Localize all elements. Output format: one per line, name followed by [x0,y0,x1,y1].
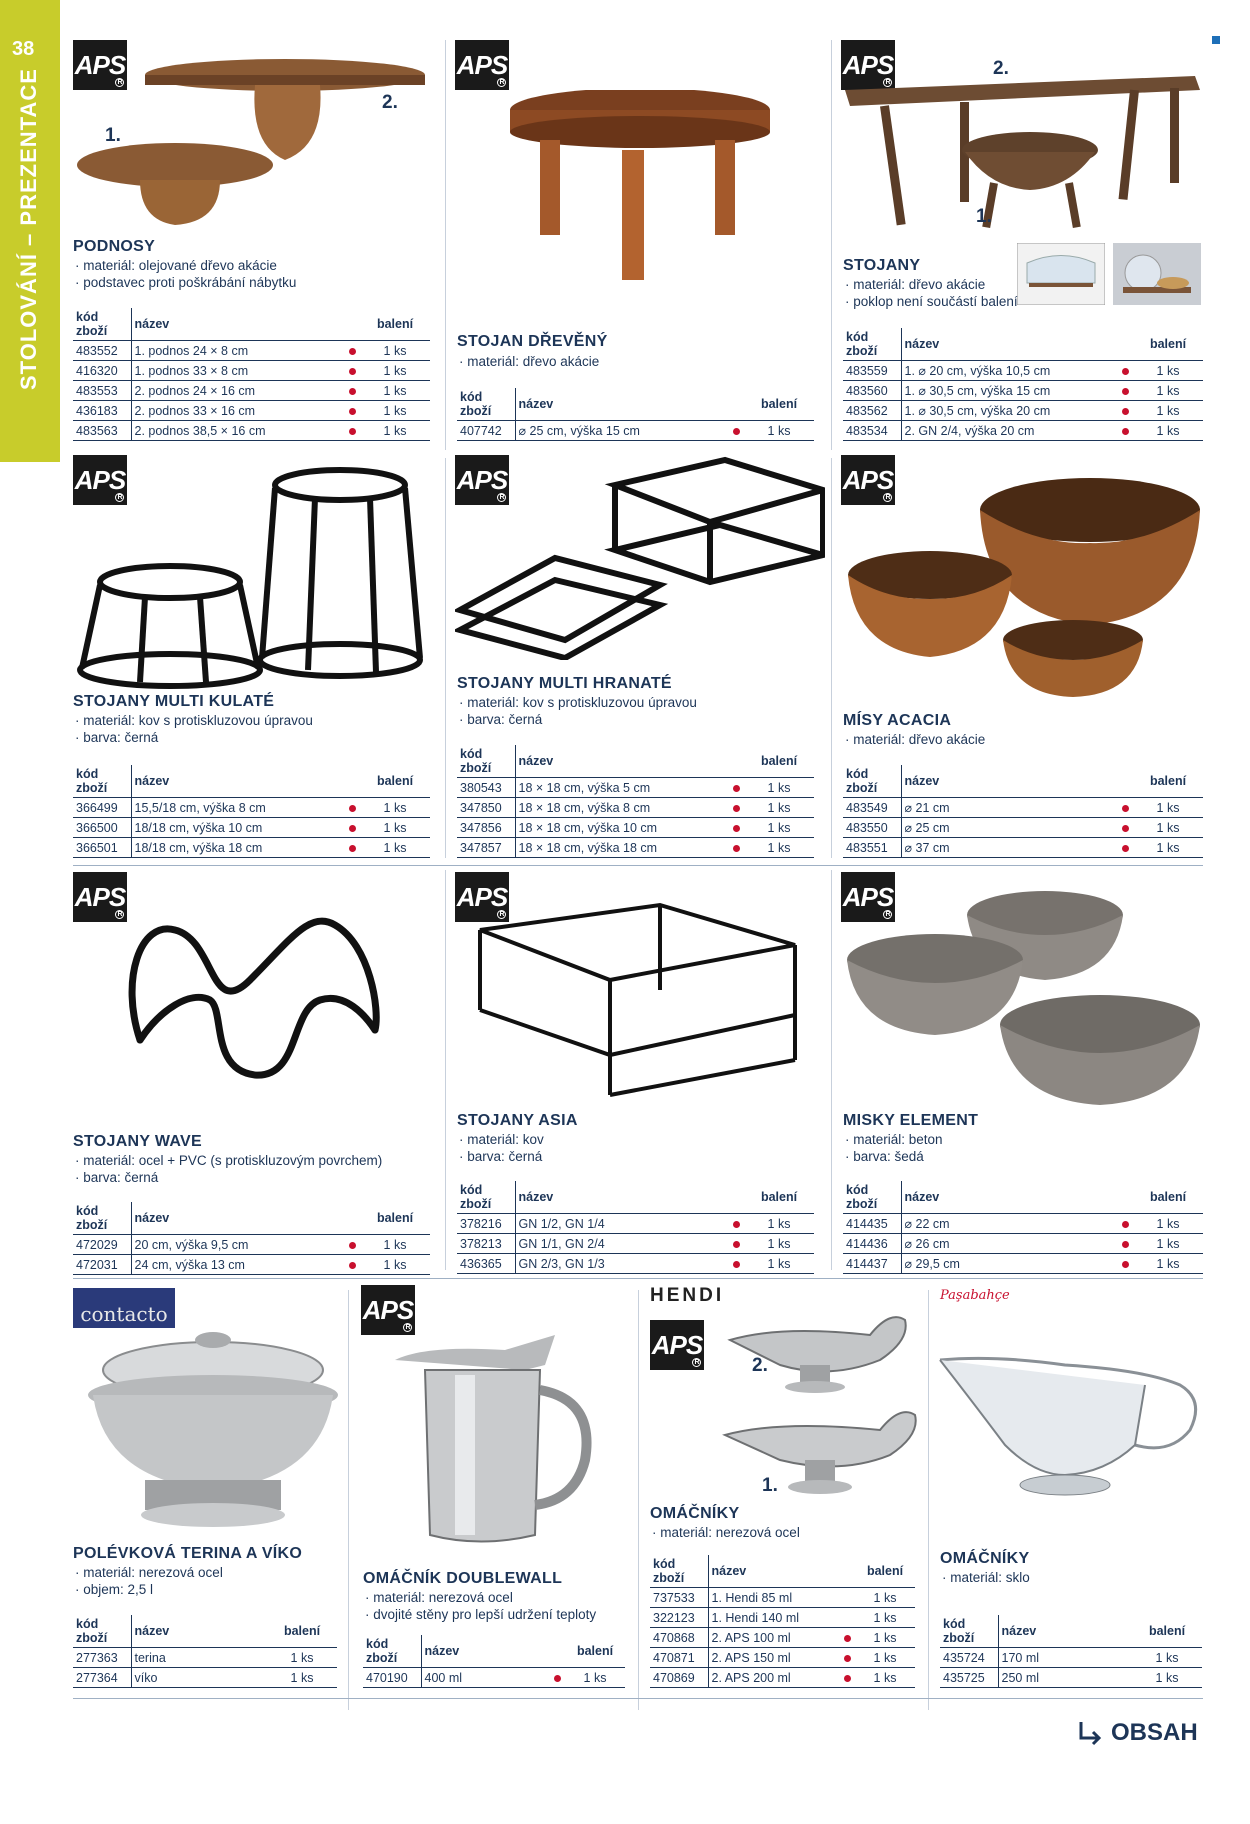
product-title: STOJANY WAVE [73,1133,202,1150]
product-bullets: · materiál: kov s protiskluzovou úpravou · barva: černá [459,694,697,728]
table-row: 414436 ⌀ 26 cm 1 ks [843,1234,1203,1254]
table-row: 483563 2. podnos 38,5 × 16 cm 1 ks [73,421,430,441]
aps-logo: APS R [841,455,895,505]
aps-logo: APS R [455,455,509,505]
table-row: 483551 ⌀ 37 cm 1 ks [843,838,1203,858]
arrow-icon [1075,1718,1105,1748]
product-title: OMÁČNÍKY [940,1550,1030,1567]
table-row: 472029 20 cm, výška 9,5 cm 1 ks [73,1235,430,1255]
aps-logo: APS R [455,40,509,90]
product-title: PODNOSY [73,238,156,255]
multi-hranate-image [455,450,825,660]
table-row: 380543 18 × 18 cm, výška 5 cm 1 ks [457,778,814,798]
product-bullets: · materiál: nerezová ocel · dvojité stěny pro lepší udržení teploty [365,1589,596,1623]
doublewall-image [385,1330,605,1550]
label-1: 1. [105,125,121,146]
product-table: kód zboží název balení 483549 ⌀ 21 cm 1 ks 483550 ⌀ 25 cm 1 ks 483551 ⌀ 37 cm 1 ks [843,765,1203,858]
table-row: 435725 250 ml 1 ks [940,1668,1202,1688]
table-row: 366500 18/18 cm, výška 10 cm 1 ks [73,818,430,838]
section-label: STOLOVÁNÍ – PREZENTACE [16,68,41,390]
table-row: 472031 24 cm, výška 13 cm 1 ks [73,1255,430,1275]
product-bullets: · materiál: olejované dřevo akácie · podstavec proti poškrábání nábytku [75,257,296,291]
table-row: 347856 18 × 18 cm, výška 10 cm 1 ks [457,818,814,838]
contacto-logo: contacto [73,1288,175,1328]
product-table: kód zboží název balení 472029 20 cm, výška 9,5 cm 1 ks 472031 24 cm, výška 13 cm 1 ks [73,1202,430,1275]
stojany-photo-1 [1017,243,1105,305]
label-2: 2. [993,58,1009,79]
product-bullets: · materiál: nerezová ocel [652,1524,800,1541]
table-row: 435724 170 ml 1 ks [940,1648,1202,1668]
label-1: 1. [976,206,992,227]
table-row: 414435 ⌀ 22 cm 1 ks [843,1214,1203,1234]
product-title: MISKY ELEMENT [843,1112,979,1129]
table-row: 407742 ⌀ 25 cm, výška 15 cm 1 ks [457,421,814,441]
product-table: kód zboží název balení 470190 400 ml 1 ks [363,1635,625,1688]
product-bullets: · materiál: ocel + PVC (s protiskluzovým povrchem) · barva: černá [75,1152,382,1186]
table-row: 483552 1. podnos 24 × 8 cm 1 ks [73,341,430,361]
aps-logo: APS R [841,40,895,90]
table-row: 470869 2. APS 200 ml 1 ks [650,1668,915,1688]
pasabahce-logo: Paşabahçe [940,1288,1010,1303]
table-row: 414437 ⌀ 29,5 cm 1 ks [843,1254,1203,1274]
label-1: 1. [762,1475,778,1496]
table-row: 277364 víko 1 ks [73,1668,337,1688]
aps-logo: APS R [650,1320,704,1370]
table-row: 378216 GN 1/2, GN 1/4 1 ks [457,1214,814,1234]
product-table: kód zboží název balení 435724 170 ml 1 ks 435725 250 ml 1 ks [940,1615,1202,1688]
product-bullets: · materiál: dřevo akácie [845,731,985,748]
stojany-image [840,68,1210,238]
product-bullets: · materiál: dřevo akácie [459,353,599,370]
product-title: MÍSY ACACIA [843,712,952,729]
table-row: 483549 ⌀ 21 cm 1 ks [843,798,1203,818]
product-title: STOJANY [843,257,921,274]
obsah-label: OBSAH [1111,1719,1198,1746]
omacniky-sklo-image [935,1345,1205,1515]
table-row: 366501 18/18 cm, výška 18 cm 1 ks [73,838,430,858]
product-table: kód zboží název balení 483552 1. podnos 24 × 8 cm 1 ks 416320 1. podnos 33 × 8 cm 1 ks 483553 2. podnos 24 × 16 cm 1 ks 436183 2. podnos 33 × 16 cm 1 ks 483563 2. podnos 38,5 × 16 cm 1 ks [73,308,430,441]
product-table: kód zboží název balení 380543 18 × 18 cm, výška 5 cm 1 ks 347850 18 × 18 cm, výška 8 cm 1 ks 347856 18 × 18 cm, výška 10 cm 1 ks 347857 18 × 18 cm, výška 18 cm 1 ks [457,745,814,858]
multi-kulate-image [70,460,440,690]
product-table: kód zboží název balení 483559 1. ⌀ 20 cm, výška 10,5 cm 1 ks 483560 1. ⌀ 30,5 cm, výška 15 cm 1 ks 483562 1. ⌀ 30,5 cm, výška 20 cm 1 ks 483534 2. GN 2/4, výška 20 cm 1 ks [843,328,1203,441]
table-row: 470868 2. APS 100 ml 1 ks [650,1628,915,1648]
product-table: kód zboží název balení 277363 terina 1 ks 277364 víko 1 ks [73,1615,337,1688]
podnosy-image [70,50,440,240]
product-table: kód zboží název balení 366499 15,5/18 cm, výška 8 cm 1 ks 366500 18/18 cm, výška 10 cm 1 ks 366501 18/18 cm, výška 18 cm 1 ks [73,765,430,858]
table-row: 416320 1. podnos 33 × 8 cm 1 ks [73,361,430,381]
table-row: 436183 2. podnos 33 × 16 cm 1 ks [73,401,430,421]
table-row: 483550 ⌀ 25 cm 1 ks [843,818,1203,838]
product-title: OMÁČNÍKY [650,1505,740,1522]
product-title: STOJANY MULTI KULATÉ [73,693,275,710]
terina-image [85,1330,340,1535]
element-image [845,885,1205,1110]
table-row: 277363 terina 1 ks [73,1648,337,1668]
product-bullets: · materiál: nerezová ocel · objem: 2,5 l [75,1564,223,1598]
table-row: 347850 18 × 18 cm, výška 8 cm 1 ks [457,798,814,818]
table-row: 322123 1. Hendi 140 ml 1 ks [650,1608,915,1628]
product-title: STOJAN DŘEVĚNÝ [457,333,608,350]
asia-image [470,900,810,1100]
product-bullets: · materiál: sklo [942,1569,1030,1586]
omacniky-kov-image [720,1285,925,1505]
obsah-link[interactable] [1075,1718,1198,1748]
aps-logo: APS R [361,1285,415,1335]
table-row: 483562 1. ⌀ 30,5 cm, výška 20 cm 1 ks [843,401,1203,421]
aps-logo: APS R [73,455,127,505]
aps-logo: APS R [455,872,509,922]
product-table: kód zboží název balení 737533 1. Hendi 85 ml 1 ks 322123 1. Hendi 140 ml 1 ks 470868 2. APS 100 ml 1 ks 470871 2. APS 150 ml 1 ks 470869 2. APS 200 ml 1 ks [650,1555,915,1688]
product-bullets: · materiál: beton · barva: šedá [845,1131,943,1165]
table-row: 737533 1. Hendi 85 ml 1 ks [650,1588,915,1608]
aps-logo: APS R [73,40,127,90]
product-table: kód zboží název balení 378216 GN 1/2, GN 1/4 1 ks 378213 GN 1/1, GN 2/4 1 ks 436365 GN 2/3, GN 1/3 1 ks [457,1181,814,1274]
product-title: POLÉVKOVÁ TERINA A VÍKO [73,1545,303,1562]
label-2: 2. [752,1355,768,1376]
table-row: 347857 18 × 18 cm, výška 18 cm 1 ks [457,838,814,858]
wave-image [120,900,390,1090]
product-bullets: · materiál: kov s protiskluzovou úpravou · barva: černá [75,712,313,746]
table-row: 378213 GN 1/1, GN 2/4 1 ks [457,1234,814,1254]
product-bullets: · materiál: kov · barva: černá [459,1131,544,1165]
product-title: STOJANY ASIA [457,1112,578,1129]
stojan-image [500,90,780,310]
table-row: 483560 1. ⌀ 30,5 cm, výška 15 cm 1 ks [843,381,1203,401]
table-row: 483559 1. ⌀ 20 cm, výška 10,5 cm 1 ks [843,361,1203,381]
table-row: 436365 GN 2/3, GN 1/3 1 ks [457,1254,814,1274]
table-row: 483553 2. podnos 24 × 16 cm 1 ks [73,381,430,401]
misy-image [845,465,1205,700]
aps-logo: APS R [73,872,127,922]
table-row: 470871 2. APS 150 ml 1 ks [650,1648,915,1668]
product-title: OMÁČNÍK DOUBLEWALL [363,1570,563,1587]
page-number: 38 [12,38,35,60]
product-title: STOJANY MULTI HRANATÉ [457,675,672,692]
table-row: 483534 2. GN 2/4, výška 20 cm 1 ks [843,421,1203,441]
corner-mark [1212,36,1220,44]
product-bullets: · materiál: dřevo akácie · poklop není součástí balení [845,276,1018,310]
hendi-logo: HENDI [650,1285,725,1306]
table-row: 470190 400 ml 1 ks [363,1668,625,1688]
product-table: kód zboží název balení 414435 ⌀ 22 cm 1 ks 414436 ⌀ 26 cm 1 ks 414437 ⌀ 29,5 cm 1 ks [843,1181,1203,1274]
stojany-photo-2 [1113,243,1201,305]
aps-logo: APS R [841,872,895,922]
label-2: 2. [382,92,398,113]
product-table: kód zboží název balení 407742 ⌀ 25 cm, výška 15 cm 1 ks [457,388,814,441]
table-row: 366499 15,5/18 cm, výška 8 cm 1 ks [73,798,430,818]
